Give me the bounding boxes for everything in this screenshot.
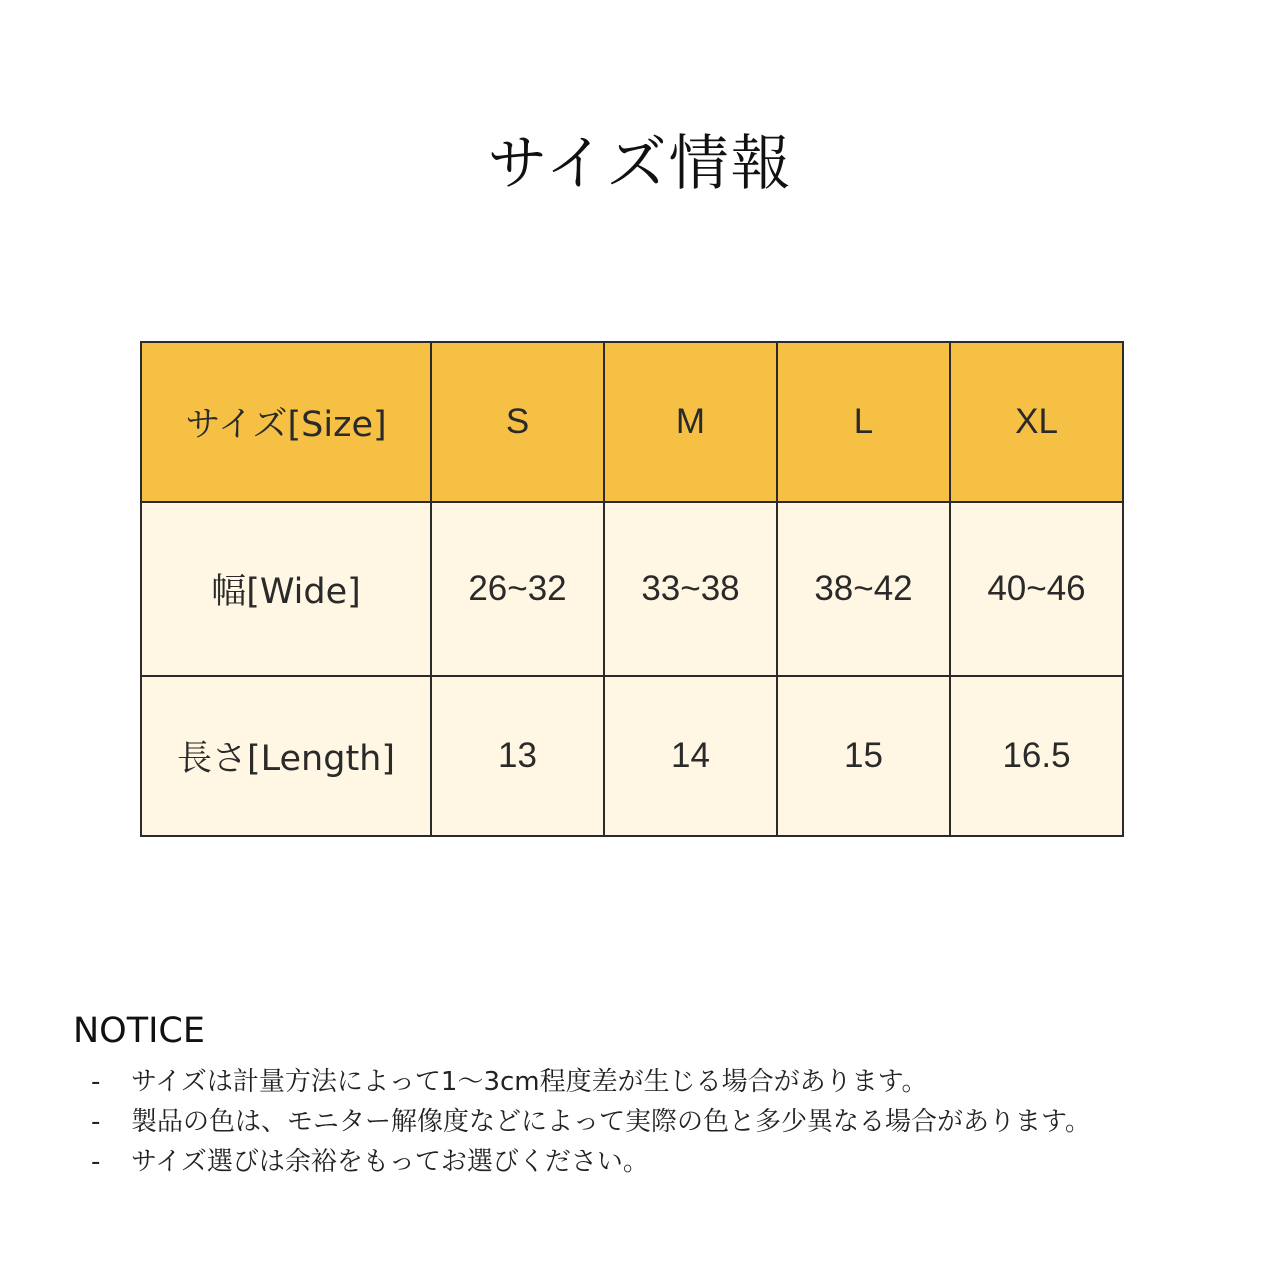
notice-list bbox=[73, 1062, 1253, 1182]
header-size-m: M bbox=[604, 342, 777, 502]
bullet-dash: - bbox=[91, 1067, 101, 1097]
cell-length-s: 13 bbox=[431, 676, 604, 836]
notice-text: 製品の色は、モニター解像度などによって実際の色と多少異なる場合があります。 bbox=[131, 1107, 1091, 1137]
cell-wide-s: 26~32 bbox=[431, 502, 604, 676]
notice-text: サイズは計量方法によって1〜3cm程度差が生じる場合があります。 bbox=[131, 1067, 928, 1097]
header-size-xl: XL bbox=[950, 342, 1123, 502]
list-item bbox=[73, 1102, 1253, 1142]
cell-wide-xl: 40~46 bbox=[950, 502, 1123, 676]
list-item bbox=[73, 1142, 1253, 1182]
cell-length-l: 15 bbox=[777, 676, 950, 836]
row-label-wide: 幅[Wide] bbox=[141, 502, 431, 676]
bullet-dash: - bbox=[91, 1147, 101, 1177]
header-label-cell: サイズ[Size] bbox=[141, 342, 431, 502]
table-row-wide bbox=[141, 502, 1123, 676]
size-table bbox=[140, 341, 1124, 837]
table-row-length bbox=[141, 676, 1123, 836]
page-title: サイズ情報 bbox=[487, 129, 793, 199]
cell-length-xl: 16.5 bbox=[950, 676, 1123, 836]
list-item bbox=[73, 1062, 1253, 1102]
cell-wide-m: 33~38 bbox=[604, 502, 777, 676]
notice-text: サイズ選びは余裕をもってお選びください。 bbox=[131, 1147, 649, 1177]
header-size-l: L bbox=[777, 342, 950, 502]
row-label-length: 長さ[Length] bbox=[141, 676, 431, 836]
notice-heading: NOTICE bbox=[73, 1011, 205, 1051]
cell-length-m: 14 bbox=[604, 676, 777, 836]
notice-section bbox=[73, 1008, 1253, 1182]
header-size-s: S bbox=[431, 342, 604, 502]
table-header-row bbox=[141, 342, 1123, 502]
bullet-dash: - bbox=[91, 1107, 101, 1137]
cell-wide-l: 38~42 bbox=[777, 502, 950, 676]
